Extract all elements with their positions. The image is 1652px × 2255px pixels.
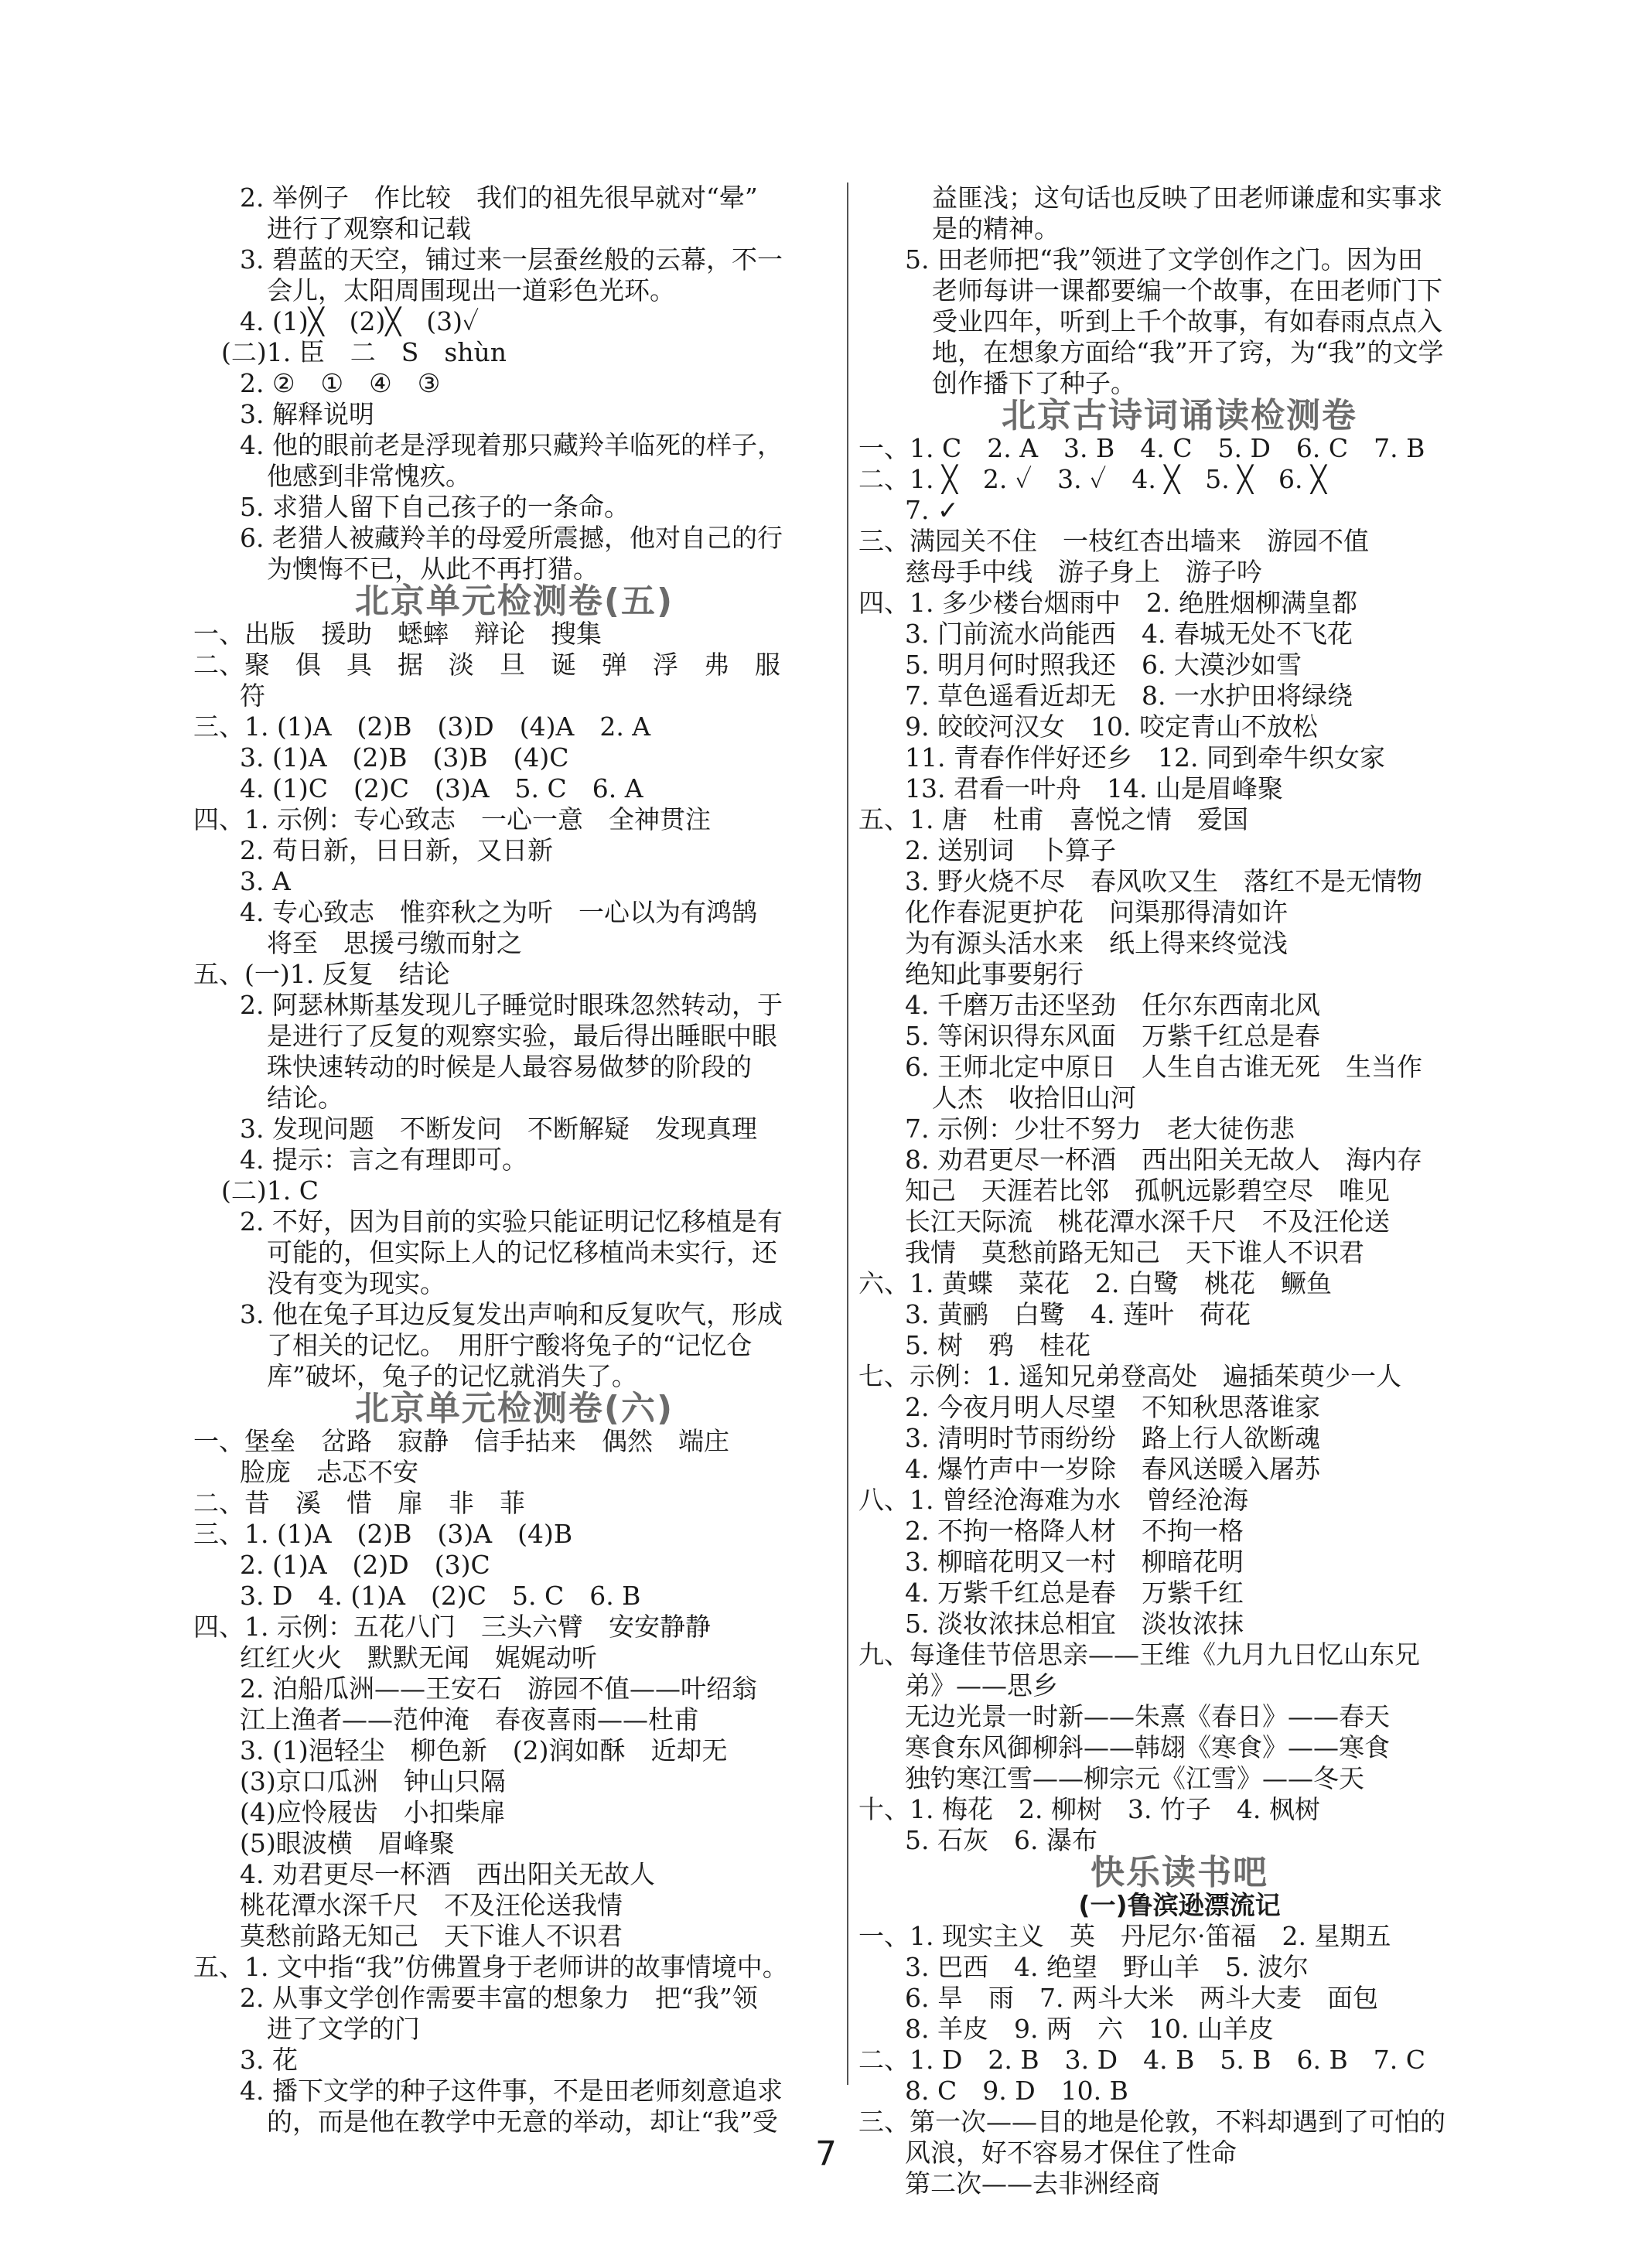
answer-line: 3. 碧蓝的天空，铺过来一层蚕丝般的云幕，不一	[240, 244, 783, 275]
section-heading: 北京单元检测卷(六)	[354, 1389, 674, 1428]
answer-line: 一、出版 援助 蟋蟀 辩论 搜集	[193, 619, 602, 649]
answer-line: 会儿，太阳周围现出一道彩色光环。	[267, 275, 675, 305]
answer-line: 3. 门前流水尚能西 4. 春城无处不飞花	[905, 619, 1353, 649]
answer-line: 2. (1)A (2)D (3)C	[240, 1550, 490, 1580]
answer-line: 可能的，但实际上人的记忆移植尚未实行，还	[267, 1237, 777, 1267]
answer-line: 十、1. 梅花 2. 柳树 3. 竹子 4. 枫树	[858, 1794, 1320, 1824]
answer-line: 老师每讲一课都要编一个故事，在田老师门下	[932, 275, 1442, 305]
answer-line: 绝知此事要躬行	[905, 959, 1084, 989]
answer-line: 3. 发现问题 不断发问 不断解疑 发现真理	[240, 1114, 757, 1144]
answer-line: 江上渔者——范仲淹 春夜喜雨——杜甫	[240, 1704, 699, 1735]
answer-line: 三、第一次——目的地是伦敦，不料却遇到了可怕的	[858, 2107, 1446, 2137]
column-divider	[847, 183, 848, 2085]
answer-line: 莫愁前路无知己 天下谁人不识君	[240, 1921, 623, 1951]
answer-line: 符	[240, 681, 265, 711]
answer-line: 5. 树 鸦 桂花	[905, 1330, 1091, 1360]
answer-line: 是的精神。	[932, 213, 1060, 244]
answer-line: 6. 王师北定中原日 人生自古谁无死 生当作	[905, 1052, 1422, 1082]
answer-line: 13. 君看一叶舟 14. 山是眉峰聚	[905, 773, 1283, 803]
answer-line: 了相关的记忆。 用肝宁酸将兔子的“记忆仓	[267, 1330, 753, 1360]
answer-line: 5. 石灰 6. 瀑布	[905, 1825, 1097, 1855]
answer-line: 2. 泊船瓜洲——王安石 游园不值——叶绍翁	[240, 1673, 757, 1704]
answer-line: 6. 老猎人被藏羚羊的母爱所震撼，他对自己的行	[240, 523, 783, 553]
answer-line: 3. 野火烧不尽 春风吹又生 落红不是无情物	[905, 866, 1422, 896]
answer-line: 人杰 收拾旧山河	[932, 1083, 1136, 1113]
answer-line: 二、昔 溪 惜 扉 非 菲	[193, 1488, 525, 1518]
answer-line: 库”破坏，兔子的记忆就消失了。	[267, 1361, 637, 1391]
answer-line: 将至 思援弓缴而射之	[267, 928, 522, 958]
answer-line: 三、满园关不住 一枝红杏出墙来 游园不值	[858, 526, 1369, 556]
answer-line: 7. ✓	[905, 495, 959, 525]
right-column	[858, 183, 1500, 2199]
answer-line: 5. 田老师把“我”领进了文学创作之门。因为田	[905, 244, 1423, 275]
answer-line: 五、(一)1. 反复 结论	[193, 959, 450, 989]
answer-line: 2. 不好，因为目前的实验只能证明记忆移植是有	[240, 1206, 783, 1237]
answer-line: 第二次——去非洲经商	[905, 2168, 1160, 2199]
answer-line: 受业四年，听到上千个故事，有如春雨点点入	[932, 306, 1442, 336]
answer-line: (二)1. C	[221, 1175, 319, 1206]
answer-line: 四、1. 示例：专心致志 一心一意 全神贯注	[193, 804, 711, 834]
section-heading: 北京单元检测卷(五)	[354, 582, 674, 621]
answer-line: 一、1. C 2. A 3. B 4. C 5. D 6. C 7. B	[858, 433, 1425, 463]
answer-line: 5. 明月何时照我还 6. 大漠沙如雪	[905, 650, 1302, 680]
answer-line: 知己 天涯若比邻 孤帆远影碧空尽 唯见	[905, 1175, 1390, 1206]
answer-line: 四、1. 示例：五花八门 三头六臂 安安静静	[193, 1612, 711, 1642]
answer-line: 3. (1)浥轻尘 柳色新 (2)润如酥 近却无	[240, 1735, 728, 1765]
answer-line: (二)1. 臣 二 S shùn	[221, 337, 507, 367]
answer-line: 3. A	[240, 866, 291, 896]
answer-line: (3)京口瓜洲 钟山只隔	[240, 1766, 506, 1796]
answer-line: 他感到非常愧疚。	[267, 461, 471, 491]
answer-line: 地，在想象方面给“我”开了窍，为“我”的文学	[932, 337, 1444, 367]
answer-line: (5)眼波横 眉峰聚	[240, 1828, 455, 1858]
answer-line: 3. (1)A (2)B (3)B (4)C	[240, 742, 569, 773]
left-column	[193, 183, 835, 2137]
answer-line: 3. 清明时节雨纷纷 路上行人欲断魂	[905, 1423, 1320, 1453]
answer-line: 二、聚 俱 具 据 淡 旦 诞 弹 浮 弗 服	[193, 650, 780, 680]
page-number: 7	[815, 2134, 837, 2174]
answer-line: 2. ② ① ④ ③	[240, 368, 441, 398]
answer-line: (4)应怜屐齿 小扣柴扉	[240, 1797, 506, 1827]
answer-line: 8. 劝君更尽一杯酒 西出阳关无故人 海内存	[905, 1145, 1422, 1175]
answer-line: 4. 劝君更尽一杯酒 西出阳关无故人	[240, 1859, 655, 1889]
answer-line: 5. 等闲识得东风面 万紫千红总是春	[905, 1021, 1320, 1051]
answer-line: 的，而是他在教学中无意的举动，却让“我”受	[267, 2107, 778, 2137]
answer-line: 三、1. (1)A (2)B (3)D (4)A 2. A	[193, 711, 651, 742]
answer-line: 3. 他在兔子耳边反复发出声响和反复吹气，形成	[240, 1299, 783, 1329]
answer-line: 4. 播下文学的种子这件事，不是田老师刻意追求	[240, 2076, 783, 2106]
answer-line: 4. 爆竹声中一岁除 春风送暖入屠苏	[905, 1454, 1320, 1484]
answer-line: 4. 千磨万击还坚劲 任尔东西南北风	[905, 990, 1320, 1020]
answer-line: 3. 黄鹂 白鹭 4. 莲叶 荷花	[905, 1299, 1251, 1329]
answer-line: 7. 示例：少壮不努力 老大徒伤悲	[905, 1114, 1295, 1144]
answer-line: 寒食东风御柳斜——韩翃《寒食》——寒食	[905, 1732, 1390, 1762]
answer-line: 五、1. 唐 杜甫 喜悦之情 爱国	[858, 804, 1248, 834]
answer-line: 3. 巴西 4. 绝望 野山羊 5. 波尔	[905, 1952, 1309, 1982]
answer-line: 进行了观察和记载	[267, 213, 471, 244]
answer-line: 4. 万紫千红总是春 万紫千红	[905, 1578, 1244, 1608]
answer-line: 九、每逢佳节倍思亲——王维《九月九日忆山东兄	[858, 1639, 1420, 1670]
section-heading: 快乐读书吧	[1091, 1853, 1268, 1892]
answer-line: 我情 莫愁前路无知己 天下谁人不识君	[905, 1237, 1364, 1267]
answer-line: 3. 柳暗花明又一村 柳暗花明	[905, 1547, 1244, 1577]
answer-line: 7. 草色遥看近却无 8. 一水护田将绿绕	[905, 681, 1353, 711]
answer-line: 无边光景一时新——朱熹《春日》——春天	[905, 1701, 1390, 1731]
answer-line: 四、1. 多少楼台烟雨中 2. 绝胜烟柳满皇都	[858, 588, 1357, 618]
answer-line: 为懊悔不已，从此不再打猎。	[267, 554, 599, 584]
answer-line: 2. 不拘一格降人材 不拘一格	[905, 1516, 1244, 1546]
answer-line: 结论。	[267, 1083, 343, 1113]
answer-line: 11. 青春作伴好还乡 12. 同到牵牛织女家	[905, 742, 1385, 773]
answer-line: 一、1. 现实主义 英 丹尼尔·笛福 2. 星期五	[858, 1921, 1391, 1951]
answer-line: 益匪浅；这句话也反映了田老师谦虚和实事求	[932, 183, 1442, 213]
section-subheading: (一)鲁滨逊漂流记	[1078, 1890, 1281, 1920]
answer-line: 5. 淡妆浓抹总相宜 淡妆浓抹	[905, 1609, 1244, 1639]
answer-line: 一、堡垒 岔路 寂静 信手拈来 偶然 端庄	[193, 1426, 729, 1456]
answer-line: 脸庞 忐忑不安	[240, 1457, 418, 1487]
answer-line: 3. 花	[240, 2045, 298, 2075]
answer-line: 三、1. (1)A (2)B (3)A (4)B	[193, 1519, 573, 1549]
answer-line: 8. C 9. D 10. B	[905, 2076, 1128, 2106]
answer-line: 2. 举例子 作比较 我们的祖先很早就对“晕”	[240, 183, 758, 213]
answer-line: 4. 他的眼前老是浮现着那只藏羚羊临死的样子，	[240, 430, 783, 460]
answer-line: 七、示例：1. 遥知兄弟登高处 遍插茱萸少一人	[858, 1361, 1401, 1391]
answer-line: 化作春泥更护花 问渠那得清如许	[905, 897, 1288, 927]
answer-line: 风浪，好不容易才保住了性命	[905, 2137, 1237, 2168]
answer-line: 6. 旱 雨 7. 两斗大米 两斗大麦 面包	[905, 1983, 1378, 2013]
answer-line: 桃花潭水深千尺 不及汪伦送我情	[240, 1890, 623, 1920]
answer-line: 是进行了反复的观察实验，最后得出睡眠中眼	[267, 1021, 777, 1051]
answer-line: 2. 苟日新，日日新，又日新	[240, 835, 553, 865]
answer-line: 二、1. ╳ 2. ✓ 3. ✓ 4. ╳ 5. ╳ 6. ╳	[858, 464, 1326, 494]
section-heading: 北京古诗词诵读检测卷	[1002, 396, 1357, 435]
answer-line: 红红火火 默默无闻 娓娓动听	[240, 1643, 597, 1673]
answer-line: 六、1. 黄蝶 菜花 2. 白鹭 桃花 鳜鱼	[858, 1268, 1332, 1298]
answer-line: 二、1. D 2. B 3. D 4. B 5. B 6. B 7. C	[858, 2045, 1425, 2075]
answer-line: 珠快速转动的时候是人最容易做梦的阶段的	[267, 1052, 752, 1082]
answer-line: 4. (1)C (2)C (3)A 5. C 6. A	[240, 773, 643, 803]
answer-line: 慈母手中线 游子身上 游子吟	[905, 557, 1262, 587]
answer-line: 为有源头活水来 纸上得来终觉浅	[905, 928, 1288, 958]
answer-line: 4. 提示：言之有理即可。	[240, 1145, 527, 1175]
answer-line: 2. 从事文学创作需要丰富的想象力 把“我”领	[240, 1983, 758, 2013]
answer-line: 八、1. 曾经沧海难为水 曾经沧海	[858, 1485, 1248, 1515]
answer-line: 9. 皎皎河汉女 10. 咬定青山不放松	[905, 711, 1318, 742]
answer-line: 4. (1)╳ (2)╳ (3)✓	[240, 306, 480, 336]
answer-line: 3. D 4. (1)A (2)C 5. C 6. B	[240, 1581, 641, 1611]
answer-line: 独钓寒江雪——柳宗元《江雪》——冬天	[905, 1763, 1364, 1793]
answer-line: 5. 求猎人留下自己孩子的一条命。	[240, 492, 630, 522]
answer-line: 4. 专心致志 惟弈秋之为听 一心以为有鸿鹄	[240, 897, 757, 927]
answer-line: 3. 解释说明	[240, 399, 374, 429]
answer-line: 长江天际流 桃花潭水深千尺 不及汪伦送	[905, 1206, 1390, 1237]
answer-line: 8. 羊皮 9. 两 六 10. 山羊皮	[905, 2014, 1274, 2044]
answer-line: 2. 送别词 卜算子	[905, 835, 1116, 865]
answer-line: 弟》——思乡	[905, 1670, 1058, 1701]
answer-line: 2. 阿瑟林斯基发现儿子睡觉时眼珠忽然转动，于	[240, 990, 783, 1020]
answer-line: 创作播下了种子。	[932, 368, 1136, 398]
answer-line: 没有变为现实。	[267, 1268, 445, 1298]
answer-line: 2. 今夜月明人尽望 不知秋思落谁家	[905, 1392, 1320, 1422]
answer-line: 五、1. 文中指“我”仿佛置身于老师讲的故事情境中。	[193, 1952, 788, 1982]
answer-line: 进了文学的门	[267, 2014, 420, 2044]
